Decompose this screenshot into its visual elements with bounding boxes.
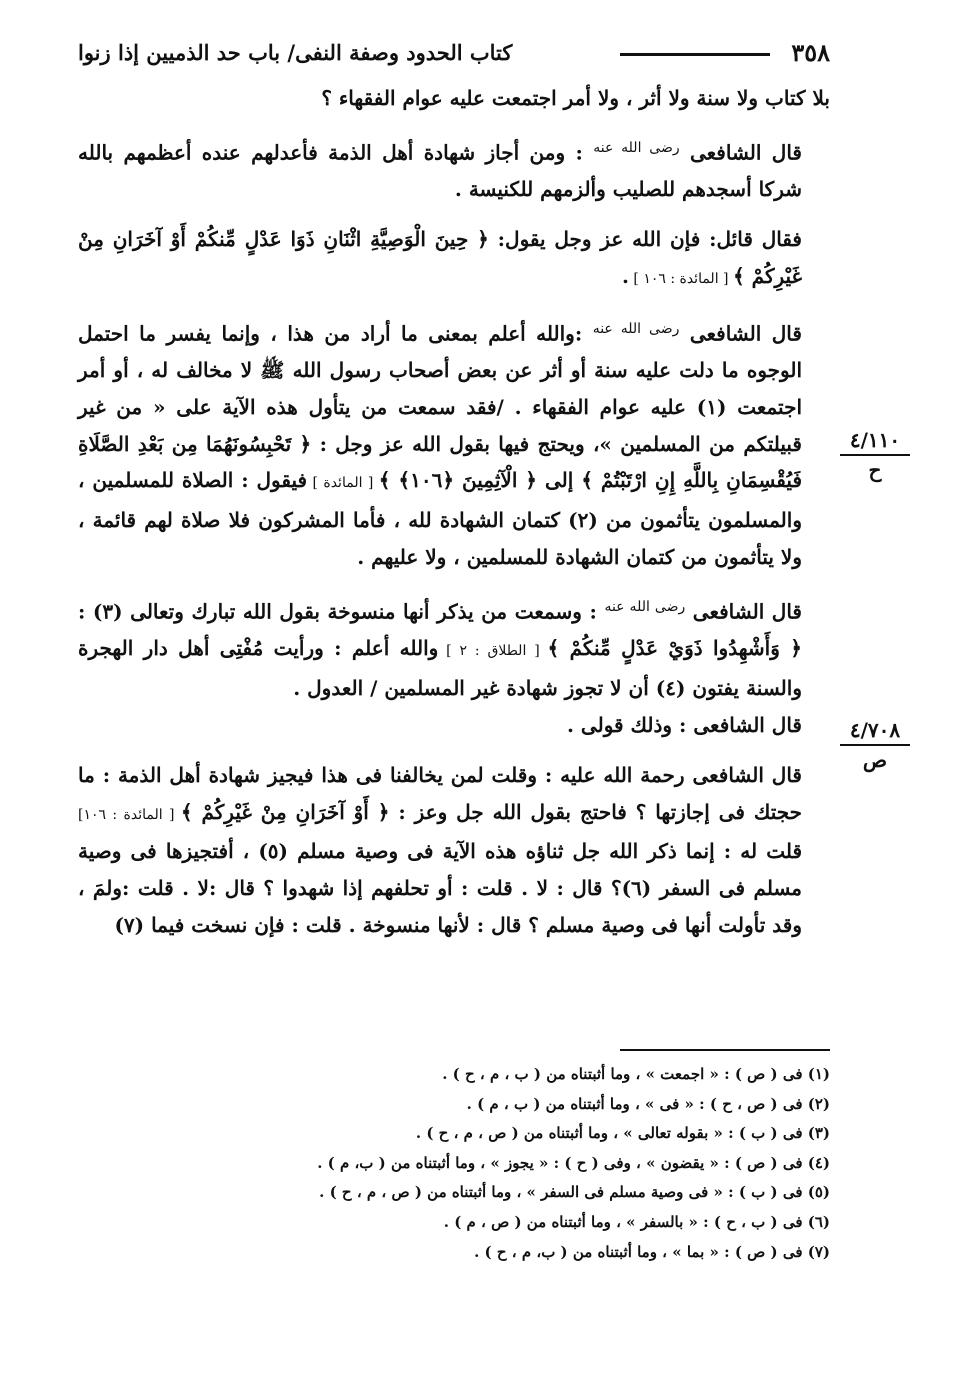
running-title: كتاب الحدود وصفة النفى/ باب حد الذميين إذا زنوا (78, 40, 513, 65)
speaker-label: قال الشافعى (689, 140, 802, 165)
verse-reference: [ الطلاق : ٢ ] (438, 643, 548, 660)
paragraph (78, 707, 830, 744)
paragraph (78, 311, 830, 576)
paragraph (78, 757, 830, 944)
paragraph-text: والله أعلم : ورأيت مُفْتِى أهل دار الهجرة والسنة يفتون (٤) أن لا تجوز شهادة غير المسلمين / العدول . (78, 636, 802, 701)
margin-note-2 (840, 718, 910, 772)
footnote-divider (620, 1049, 830, 1051)
honorific-mark: رضى الله عنه (593, 139, 680, 156)
margin-note-letter: ح (868, 458, 882, 482)
verse-reference: [ المائدة : ١٠٦ ] (628, 270, 733, 287)
verse-reference: [ المائدة ] (307, 475, 379, 492)
footnote: (١) فى ( ص ) : « اجمعت » ، وما أثبتناه من ( ب ، م ، ح ) . (442, 1065, 830, 1083)
quran-verse: ﴿ أَوْ آخَرَانِ مِنْ غَيْرِكُمْ ﴾ (180, 799, 390, 824)
paragraph-text: . (621, 263, 629, 288)
paragraph-text: : ومن أجاز شهادة أهل الذمة فأعدلهم عنده أعظمهم بالله شركا أسجدهم للصليب وألزمهم للكنيسة . (78, 140, 802, 202)
header-rule (620, 53, 770, 56)
paragraph-text: : وذلك قولى . (567, 712, 694, 737)
footnote: (٣) فى ( ب ) : « بقوله تعالى » ، وما أثبتناه من ( ص ، م ، ح ) . (415, 1124, 830, 1143)
margin-note-number: ٤/٧٠٨ (840, 718, 910, 746)
paragraph-text: إلى (537, 468, 582, 493)
honorific-mark: رضى الله عنه (592, 320, 680, 337)
paragraph-text: : وسمعت من يذكر أنها منسوخة بقول الله تبارك وتعالى (٣) : (78, 599, 605, 624)
margin-note-number: ٤/١١٠ (840, 428, 910, 456)
footnote: (٦) فى ( ب ، ح ) : « بالسفر » ، وما أثبتناه من ( ص ، م ) . (443, 1212, 830, 1231)
paragraph (78, 130, 830, 208)
margin-note-letter: ص (862, 748, 888, 772)
paragraph (78, 80, 830, 117)
footnote: (٢) فى ( ص ، ح ) : « فى » ، وما أثبتناه من ( ب ، م ) . (466, 1094, 830, 1113)
paragraph-text: بلا كتاب ولا سنة ولا أثر ، ولا أمر اجتمعت عليه عوام الفقهاء ؟ (321, 86, 830, 110)
main-text (78, 80, 830, 944)
footnote: (٥) فى ( ب ) : « فى وصية مسلم فى السفر » ، وما أثبتناه من ( ص ، م ، ح ) . (319, 1183, 830, 1202)
page-header (78, 36, 830, 76)
paragraph (78, 589, 830, 707)
quran-verse: ﴿ الْآثِمِينَ ﴿١٠٦﴾ ﴾ (378, 468, 538, 493)
speaker-label: قال الشافعى (692, 599, 802, 624)
footnotes (250, 1060, 830, 1267)
footnote: (٤) فى ( ص ) : « يقضون » ، وفى ( ح ) : « يجوز » ، وما أثبتناه من ( ب، م ) . (317, 1153, 830, 1172)
honorific-mark: رضى الله عنه (604, 598, 686, 615)
speaker-label: قال الشافعى (693, 712, 802, 737)
paragraph-text: قلت له : إنما ذكر الله جل ثناؤه هذه الآية فى وصية مسلم (٥) ، أفتجيزها فى وصية مسلم فى السفر (٦)؟ قال : لا . قلت : أو تحلفهم إذا شهدوا ؟ قال :لا . قلت :ولمَ ، وقد تأولت أنها فى وصية مسلم ؟ قال : لأنها منسوخة . قلت : فإن نسخت فيما (٧) (78, 839, 803, 937)
quran-verse: ﴿ وَأَشْهِدُوا ذَوَيْ عَدْلٍ مِّنكُمْ ﴾ (547, 636, 802, 661)
paragraph-text: رحمة الله عليه : وقلت لمن يخالفنا فى هذا فيجيز شهادة أهل الذمة : ما حجتك فى إجازتها ؟ فاحتج بقول الله جل وعز : (78, 762, 802, 824)
verse-reference: [ المائدة : ١٠٦] (78, 806, 181, 823)
paragraph (78, 221, 830, 298)
speaker-label: قال الشافعى (692, 762, 802, 787)
page-number: ٣٥٨ (791, 38, 830, 67)
margin-note-1 (840, 428, 910, 482)
speaker-label: قال الشافعى (689, 321, 802, 346)
paragraph-text: فيقول : الصلاة للمسلمين ، والمسلمون يتأثمون من (٢) كتمان الشهادة لله ، فأما المشركون فلا صلاة لهم قائمة ، ولا يتأثمون من كتمان الشهادة للمسلمين ، ولا عليهم . (78, 468, 802, 570)
quran-verse: ﴿ تَحْبِسُونَهُمَا مِن بَعْدِ الصَّلَاةِ فَيُقْسِمَانِ بِاللَّهِ إِنِ ارْتَبْتُمْ ﴾ (78, 431, 803, 493)
quran-verse: ﴿ حِينَ الْوَصِيَّةِ اثْنَانِ ذَوَا عَدْلٍ مِّنكُمْ أَوْ آخَرَانِ مِنْ غَيْرِكُمْ ﴾ (78, 227, 802, 288)
footnote: (٧) فى ( ص ) : « بما » ، وما أثبتناه من ( ب، م ، ح ) . (474, 1242, 830, 1261)
paragraph-text: فقال قائل: فإن الله عز وجل يقول: (488, 227, 802, 252)
paragraph-text: :والله أعلم بمعنى ما أراد من هذا ، وإنما يفسر ما احتمل الوجوه ما دلت عليه سنة أو أثر عن بعض أصحاب رسول الله ﷺ لا مخالف له ، أو أمر اجتمعت (١) عليه عوام الفقهاء . /فقد سمعت من يتأول هذه الآية على « من غير قبيلتكم من المسلمين »، ويحتج فيها بقول الله عز وجل : (78, 321, 803, 456)
